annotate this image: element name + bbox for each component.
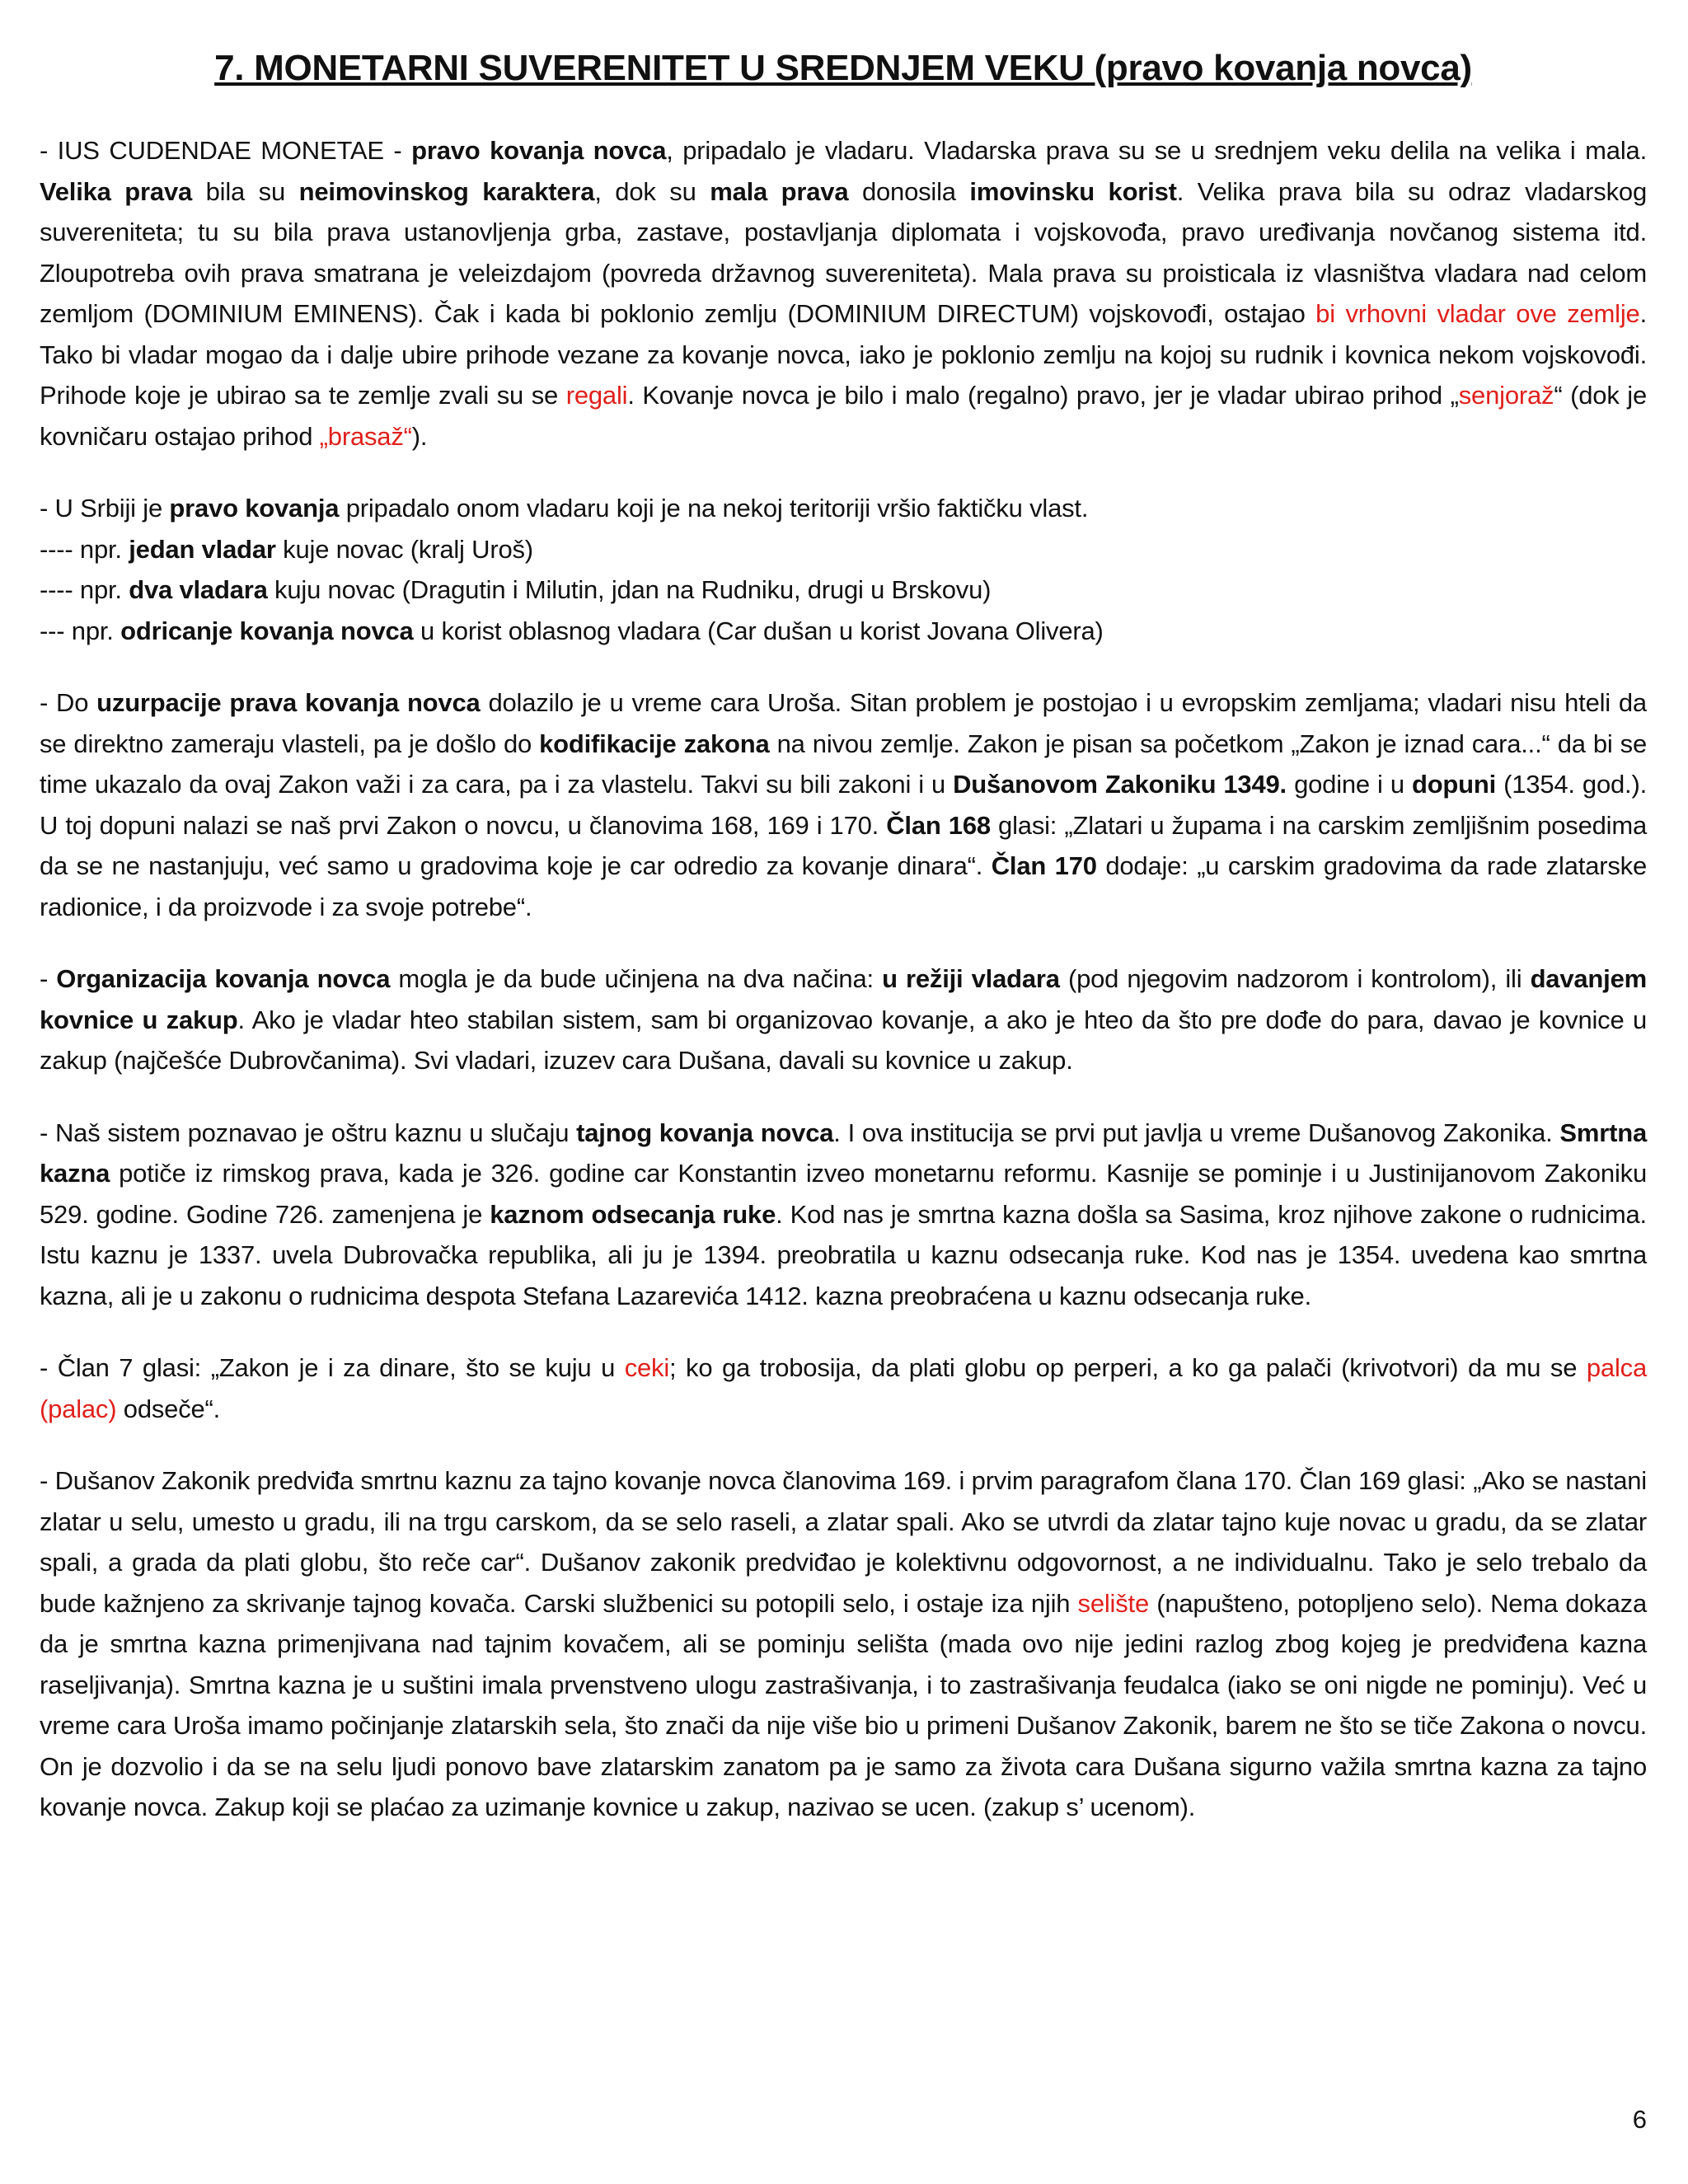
bold-text: Član 168 xyxy=(886,810,991,840)
paragraph-organizacija-kovanja xyxy=(40,958,1647,1081)
text-run: pripadalo onom vladaru koji je na nekoj teritoriji vršio faktičku vlast. xyxy=(339,494,1089,523)
text-run: . Velika prava bila su odraz vladarskog suvereniteta; tu su bila prava ustanovljenja grba, zastave, postavljanja diplomata i vojskovođa, pravo uređivanja novčanog sistema itd. Zloupotreba ovih prava smatrana je veleizdajom (povreda državnog suvereniteta). Mala prava su proisticala iz vlasništva vladara nad celom zemljom (DOMINIUM EMINENS). Čak i kada bi poklonio zemlju (DOMINIUM DIRECTUM) vojskovođi, ostajao xyxy=(40,176,1647,328)
red-highlight-text: bi vrhovni vladar ove zemlje xyxy=(1315,299,1640,328)
paragraph-clan-7 xyxy=(40,1347,1647,1429)
text-run: --- npr. xyxy=(40,616,121,645)
text-run: . I ova institucija se prvi put javlja u vreme Dušanovog Zakonika. xyxy=(833,1118,1560,1147)
text-run: glasi: „Zlatari u župama i na carskim zemljišnim posedima da se ne nastanjuju, već samo u gradovima koje je car odredio za kovanje dinara“. xyxy=(40,810,1648,880)
red-highlight-text: selište xyxy=(1077,1588,1149,1618)
text-run: ---- npr. xyxy=(40,575,129,604)
list-line xyxy=(40,569,1647,611)
text-run: ; ko ga trobosija, da plati globu op perperi, a ko ga palači (krivotvori) da mu se xyxy=(669,1353,1587,1382)
text-run: . Ako je vladar hteo stabilan sistem, sam bi organizovao kovanje, a ako je hteo da što pre dođe do para, davao je kovnice u zakup (najčešće Dubrovčanima). Svi vladari, izuzev cara Dušana, davali su kovnice u zakup. xyxy=(40,1005,1647,1075)
text-run: ---- npr. xyxy=(40,534,129,564)
text-run: , dok su xyxy=(594,176,710,206)
page-number: 6 xyxy=(1632,2105,1647,2134)
bold-text: mala prava xyxy=(710,176,849,206)
bold-text: Dušanovom Zakoniku 1349. xyxy=(953,770,1287,799)
bold-text: dva vladara xyxy=(129,575,268,604)
bold-text: Velika prava xyxy=(40,176,193,206)
bold-text: kaznom odsecanja ruke xyxy=(490,1199,776,1229)
list-line xyxy=(40,611,1647,652)
text-run: godine i u xyxy=(1286,770,1412,799)
text-run: kuju novac (Dragutin i Milutin, jdan na Rudniku, drugi u Brskovu) xyxy=(267,575,992,604)
text-run: (1354. god.). U toj dopuni nalazi se naš prvi Zakon o novcu, u članovima 168, 169 i 170. xyxy=(40,770,1647,840)
text-run: - xyxy=(40,964,57,993)
text-run: odseče“. xyxy=(116,1394,221,1423)
bold-text: u režiji vladara xyxy=(882,964,1060,993)
red-highlight-text: regali xyxy=(565,381,628,410)
text-run: (napušteno, potopljeno selo). Nema dokaza da je smrtna kazna primenjivana nad tajnim kovačem, ali se pominju selišta (mada ovo nije jedini razlog zbog kojeg je predviđena kazna raseljivanja). Smrtna kazna je u suštini imala prvenstveno ulogu zastrašivanja, i to zastrašivanja feudalca (iako se oni nigde ne pominju). Već u vreme cara Uroša imamo počinjanje zlatarskih sela, što znači da nije više bio u primeni Dušanov Zakonik, barem ne što se tiče Zakona o novcu. On je dozvolio i da se na selu ljudi ponovo bave zlatarskim zanatom pa je samo za života cara Dušana sigurno važila smrtna kazna za tajno kovanje novca. Zakup koji se plaćao za uzimanje kovnice u zakup, nazivao se ucen. (zakup s’ ucenom). xyxy=(40,1588,1647,1821)
bold-text: Organizacija kovanja novca xyxy=(56,964,391,993)
text-run: bila su xyxy=(192,176,299,206)
text-run: (pod njegovim nadzorom i kontrolom), ili xyxy=(1059,964,1531,993)
paragraph-ius-cudendae-monetae xyxy=(40,130,1647,457)
text-run: - Naš sistem poznavao je oštru kaznu u slučaju xyxy=(40,1118,577,1147)
paragraph-uzurpacija-prava xyxy=(40,682,1647,927)
bold-text: tajnog kovanja novca xyxy=(576,1118,834,1147)
paragraph-tajno-kovanje xyxy=(40,1113,1647,1317)
paragraph-dusanov-zakonik xyxy=(40,1460,1647,1828)
text-run: ). xyxy=(411,421,428,451)
list-line xyxy=(40,529,1647,570)
text-run: . Kovanje novca je bilo i malo (regalno) pravo, jer je vladar ubirao prihod „ xyxy=(627,381,1459,410)
list-line xyxy=(40,488,1647,529)
bold-text: Član 170 xyxy=(991,851,1097,880)
text-run: - Dušanov Zakonik predviđa smrtnu kaznu za tajno kovanje novca članovima 169. i prvim paragrafom člana 170. Član 169 glasi: „Ako se nastani zlatar u selu, umesto u gradu, ili na trgu carskom, da se selo raseli, a zlatar spali. Ako se utvrdi da zlatar tajno kuje novac u gradu, da se zlatar spali, a grada da plati globu, što reče car“. Dušanov zakonik predviđao je kolektivnu odgovornost, a ne individualnu. Tako je selo trebalo da bude kažnjeno za skrivanje tajnog kovača. Carski službenici su potopili selo, i ostaje iza njih xyxy=(40,1466,1647,1618)
bold-text: pravo kovanja xyxy=(169,494,340,523)
text-run: u korist oblasnog vladara (Car dušan u korist Jovana Olivera) xyxy=(413,616,1104,645)
text-run: “ (dok je kovničaru ostajao prihod xyxy=(40,381,1648,451)
text-run: . Kod nas je smrtna kazna došla sa Sasima, kroz njihove zakone o rudnicima. Istu kaznu je 1337. uvela Dubrovačka republika, ali ju je 1394. preobratila u kaznu odsecanja ruke. Kod nas je 1354. uvedena kao smrtna kazna, ali je u zakonu o rudnicima despota Stefana Lazarevića 1412. kazna preobraćena u kaznu odsecanja ruke. xyxy=(40,1199,1647,1310)
text-run: donosila xyxy=(848,176,970,206)
text-run: na nivou zemlje. Zakon je pisan sa početkom „Zakon je iznad cara...“ da bi se time ukazalo da ovaj Zakon važi i za cara, pa i za vlastelu. Takvi su bili zakoni i u xyxy=(40,729,1647,799)
bold-text: neimovinskog karaktera xyxy=(298,176,595,206)
text-run: - IUS CUDENDAE MONETAE - xyxy=(40,136,412,165)
text-run: . Tako bi vladar mogao da i dalje ubire prihode vezane za kovanje novca, iako je poklonio zemlju na kojoj su rudnik i kovnica nekom vojskovođi. Prihode koje je ubirao sa te zemlje zvali su se xyxy=(40,299,1647,410)
text-run: - Član 7 glasi: „Zakon je i za dinare, što se kuju u xyxy=(40,1353,625,1382)
text-run: mogla je da bude učinjena na dva načina: xyxy=(390,964,883,993)
bold-text: pravo kovanja novca xyxy=(411,136,667,165)
paragraph-pravo-kovanja-srbija xyxy=(40,488,1647,651)
bold-text: Smrtna kazna xyxy=(40,1118,1647,1188)
bold-text: imovinsku korist xyxy=(969,176,1177,206)
bold-text: jedan vladar xyxy=(129,534,276,564)
red-highlight-text: senjoraž xyxy=(1458,381,1554,410)
text-run: , pripadalo je vladaru. Vladarska prava su se u srednjem veku delila na velika i mala. xyxy=(666,136,1647,165)
text-run: dolazilo je u vreme cara Uroša. Sitan problem je postojao i u evropskim zemljama; vladari nisu hteli da se direktno zameraju vlasteli, pa je došlo do xyxy=(40,688,1647,758)
text-run: kuje novac (kralj Uroš) xyxy=(275,534,533,564)
text-run: dodaje: „u carskim gradovima da rade zlatarske radionice, i da proizvode i za svoje potrebe“. xyxy=(40,851,1647,921)
red-highlight-text: ceki xyxy=(624,1353,670,1382)
red-highlight-text: „brasaž“ xyxy=(319,421,412,451)
bold-text: odricanje kovanja novca xyxy=(120,616,414,645)
document-page xyxy=(40,43,1647,1859)
bold-text: dopuni xyxy=(1411,770,1497,799)
bold-text: davanjem kovnice u zakup xyxy=(40,964,1647,1034)
bold-text: uzurpacije prava kovanja novca xyxy=(96,688,481,717)
bold-text: kodifikacije zakona xyxy=(539,729,770,758)
red-highlight-text: palca (palac) xyxy=(40,1353,1647,1423)
page-title: 7. MONETARNI SUVERENITET U SREDNJEM VEKU (pravo kovanja novca) xyxy=(214,48,1472,88)
text-run: - U Srbiji je xyxy=(40,494,170,523)
text-run: - Do xyxy=(40,688,97,717)
text-run: potiče iz rimskog prava, kada je 326. godine car Konstantin izveo monetarnu reformu. Kasnije se pominje i u Justinijanovom Zakoniku 529. godine. Godine 726. zamenjena je xyxy=(40,1159,1647,1229)
